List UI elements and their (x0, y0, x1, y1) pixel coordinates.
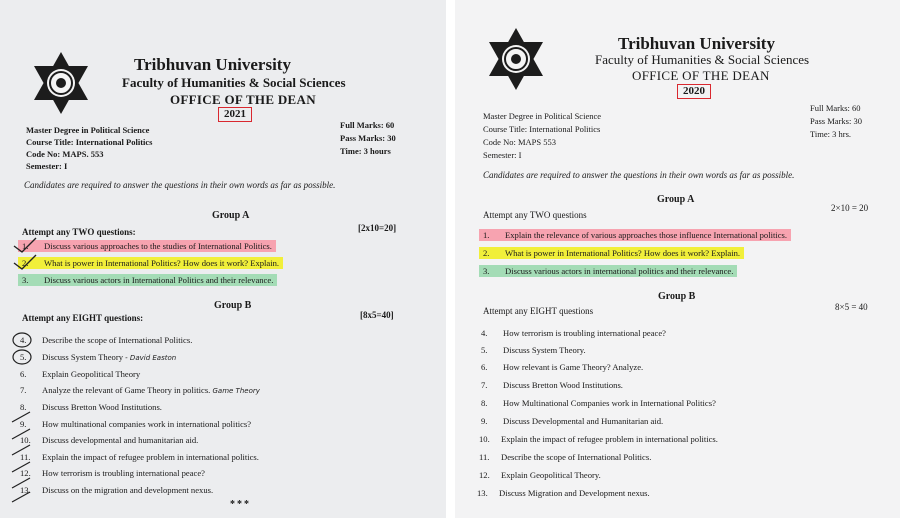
pass-marks: Pass Marks: 30 (810, 116, 862, 126)
question-item: 1. Discuss various approaches to the studies of International Politics. (18, 241, 276, 251)
handwritten-note: Game Theory (212, 387, 260, 395)
exam-paper-2021 (0, 0, 446, 518)
course-code: Code No: MAPS 553 (483, 137, 556, 147)
full-marks: Full Marks: 60 (340, 120, 395, 130)
university-name: Tribhuvan University (618, 34, 775, 53)
divider (446, 0, 455, 518)
question-item: 1. Explain the relevance of various approaches those influence International politics. (479, 230, 791, 240)
group-b-instruction: Attempt any EIGHT questions: (22, 313, 144, 323)
group-a-marks: 2×10 = 20 (831, 203, 869, 213)
handwritten-note: - David Easton (125, 354, 177, 362)
question-item: 5. Discuss System Theory - David Easton (20, 352, 177, 362)
question-item: 8. How Multinational Companies work in International Politics? (481, 398, 716, 408)
course-title: Course Title: International Politics (483, 124, 601, 134)
question-item: 7. Discuss Bretton Wood Institutions. (481, 380, 623, 390)
group-a-instruction: Attempt any TWO questions: (22, 227, 136, 237)
university-name: Tribhuvan University (134, 55, 291, 74)
exam-paper-2020 (455, 0, 900, 518)
group-a-title: Group A (657, 194, 695, 205)
question-item: 10. Explain the impact of refugee problem in international politics. (479, 434, 718, 444)
question-item: 9. Discuss Developmental and Humanitarian aid. (481, 416, 664, 426)
question-item: 4. How terrorism is troubling international peace? (481, 328, 666, 338)
question-item: 3. Discuss various actors in international politics and their relevance. (479, 266, 737, 276)
group-b-marks: 8×5 = 40 (835, 302, 868, 312)
group-a-marks: [2x10=20] (358, 223, 397, 233)
question-item: 12. How terrorism is troubling international peace? (20, 468, 205, 478)
question-item: 6. How relevant is Game Theory? Analyze. (481, 362, 644, 372)
group-a-instruction: Attempt any TWO questions (483, 210, 587, 220)
question-item: 8. Discuss Bretton Wood Institutions. (20, 402, 162, 412)
group-b-marks: [8x5=40] (360, 310, 394, 320)
time-allowed: Time: 3 hours (340, 146, 391, 156)
office-title: OFFICE OF THE DEAN (170, 92, 316, 107)
degree-label: Master Degree in Political Science (26, 125, 150, 135)
question-item: 3. Discuss various actors in International Politics and their relevance. (18, 275, 277, 285)
group-b-instruction: Attempt any EIGHT questions (483, 306, 594, 316)
pen-tick-marks-icon (8, 236, 48, 506)
full-marks: Full Marks: 60 (810, 103, 861, 113)
group-b-title: Group B (214, 300, 252, 311)
instructions: Candidates are required to answer the questions in their own words as far as possible. (24, 180, 336, 190)
question-item: 13. Discuss Migration and Development nexus. (477, 488, 650, 498)
question-item: 2. What is power in International Politics? How does it work? Explain. (479, 248, 744, 258)
semester: Semester: I (26, 161, 68, 171)
university-emblem-icon (28, 50, 94, 116)
group-a-title: Group A (212, 210, 250, 221)
end-marker: *** (230, 499, 251, 510)
course-code: Code No: MAPS. 553 (26, 149, 104, 159)
question-item: 4. Describe the scope of International Politics. (20, 335, 193, 345)
question-item: 11. Describe the scope of International Politics. (479, 452, 652, 462)
question-item: 12. Explain Geopolitical Theory. (479, 470, 601, 480)
question-item: 5. Discuss System Theory. (481, 345, 586, 355)
semester: Semester: I (483, 150, 522, 160)
question-item: 9. How multinational companies work in international politics? (20, 419, 252, 429)
office-title: OFFICE OF THE DEAN (632, 68, 770, 83)
course-title: Course Title: International Politics (26, 137, 153, 147)
question-item: 13. Discuss on the migration and development nexus. (20, 485, 214, 495)
time-allowed: Time: 3 hrs. (810, 129, 852, 139)
pass-marks: Pass Marks: 30 (340, 133, 396, 143)
degree-label: Master Degree in Political Science (483, 111, 602, 121)
university-emblem-icon (483, 26, 549, 92)
faculty-name: Faculty of Humanities & Social Sciences (122, 75, 346, 90)
question-item: 6. Explain Geopolitical Theory (20, 369, 141, 379)
question-item: 2. What is power in International Politics? How does it work? Explain. (18, 258, 283, 268)
exam-year: 2020 (677, 84, 711, 99)
question-item: 10. Discuss developmental and humanitarian aid. (20, 435, 199, 445)
faculty-name: Faculty of Humanities & Social Sciences (595, 52, 810, 67)
question-item: 11. Explain the impact of refugee problem in international politics. (20, 452, 259, 462)
exam-year: 2021 (218, 107, 252, 122)
group-b-title: Group B (658, 291, 696, 302)
instructions: Candidates are required to answer the questions in their own words as far as possible. (483, 170, 795, 180)
question-item: 7. Analyze the relevant of Game Theory in politics. Game Theory (20, 385, 260, 395)
